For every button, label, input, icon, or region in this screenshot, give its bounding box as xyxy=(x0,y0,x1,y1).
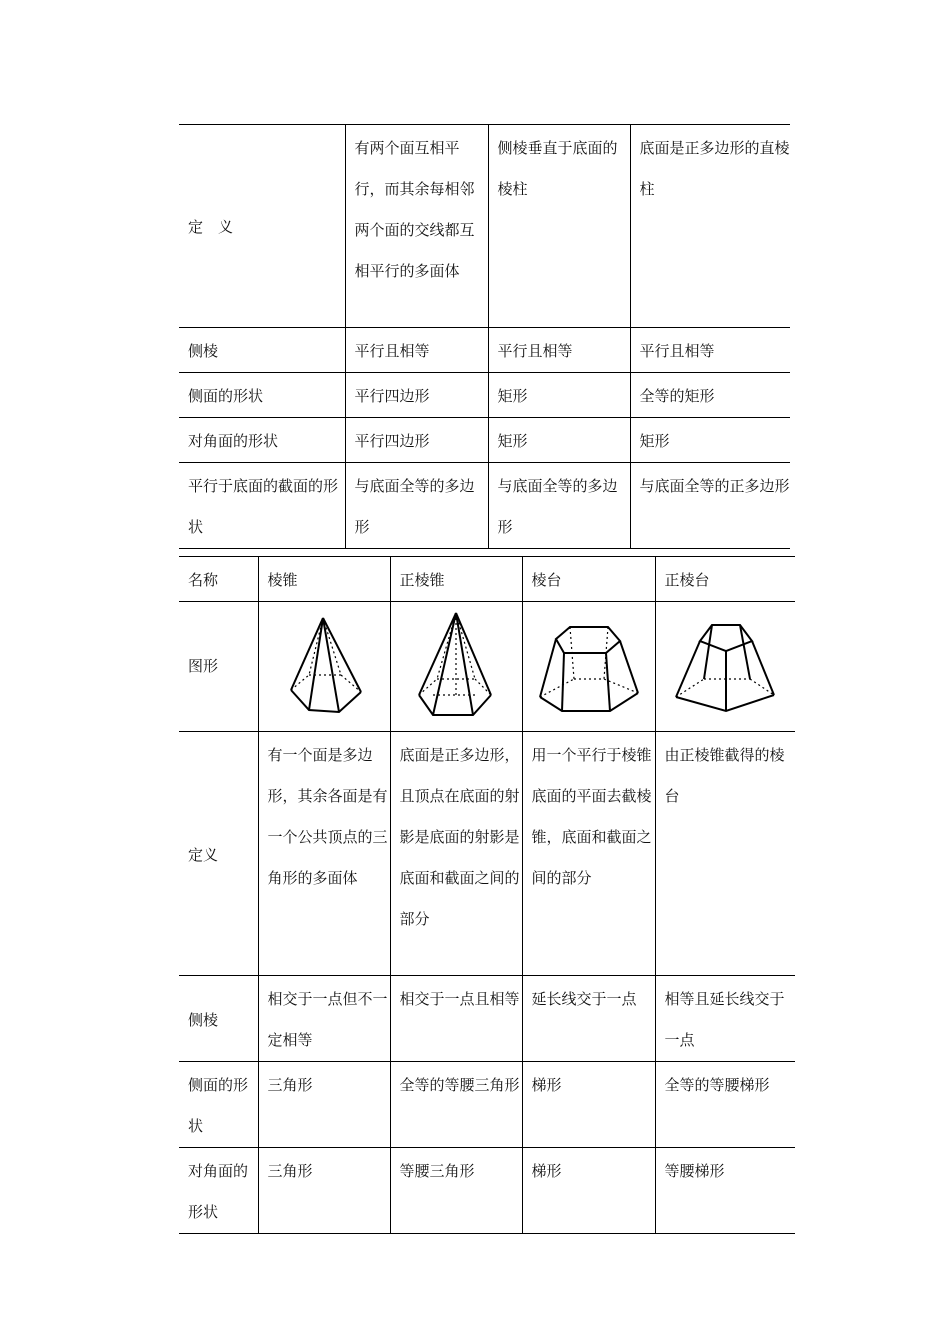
table-cell: 矩形 xyxy=(488,418,630,463)
row-label: 对角面的形状 xyxy=(179,1148,258,1234)
regular-pyramid-figure-cell xyxy=(390,602,522,732)
table-cell: 用一个平行于棱锥底面的平面去截棱锥，底面和截面之间的部分 xyxy=(522,732,655,976)
table-row xyxy=(179,373,790,418)
row-label: 侧面的形状 xyxy=(179,373,345,418)
table-cell: 平行四边形 xyxy=(345,373,488,418)
column-header: 棱锥 xyxy=(258,557,390,602)
table-row xyxy=(179,418,790,463)
table-cell: 等腰三角形 xyxy=(390,1148,522,1234)
table-cell: 延长线交于一点 xyxy=(522,976,655,1062)
table-row xyxy=(179,1062,795,1148)
row-label: 定 义 xyxy=(179,125,345,328)
table-cell: 矩形 xyxy=(630,418,790,463)
column-header: 正棱台 xyxy=(655,557,795,602)
table-row xyxy=(179,976,795,1062)
table-cell: 有两个面互相平行，而其余每相邻两个面的交线都互相平行的多面体 xyxy=(345,125,488,328)
row-label: 侧棱 xyxy=(179,976,258,1062)
table-cell: 底面是正多边形，且顶点在底面的射影是底面的射影是底面和截面之间的部分 xyxy=(390,732,522,976)
table-cell: 有一个面是多边形，其余各面是有一个公共顶点的三角形的多面体 xyxy=(258,732,390,976)
table-cell: 相等且延长线交于一点 xyxy=(655,976,795,1062)
table-cell: 等腰梯形 xyxy=(655,1148,795,1234)
table-cell: 矩形 xyxy=(488,373,630,418)
prism-table xyxy=(179,124,790,549)
table-row xyxy=(179,463,790,549)
table-cell: 相交于一点但不一定相等 xyxy=(258,976,390,1062)
table-row xyxy=(179,125,790,328)
frustum-figure-cell xyxy=(522,602,655,732)
table-cell: 平行且相等 xyxy=(630,328,790,373)
frustum-illustration xyxy=(534,617,644,717)
table-row xyxy=(179,1148,795,1234)
table-cell: 平行四边形 xyxy=(345,418,488,463)
table-header-row xyxy=(179,557,795,602)
pyramid-figure-cell xyxy=(258,602,390,732)
table-cell: 由正棱锥截得的棱台 xyxy=(655,732,795,976)
table-cell: 侧棱垂直于底面的棱柱 xyxy=(488,125,630,328)
regular-frustum-figure-cell xyxy=(655,602,795,732)
table-cell: 梯形 xyxy=(522,1148,655,1234)
figure-row xyxy=(179,602,795,732)
row-label: 名称 xyxy=(179,557,258,602)
table-cell: 三角形 xyxy=(258,1062,390,1148)
row-label: 侧棱 xyxy=(179,328,345,373)
table-cell: 全等的等腰梯形 xyxy=(655,1062,795,1148)
table-cell: 底面是正多边形的直棱柱 xyxy=(630,125,790,328)
column-header: 正棱锥 xyxy=(390,557,522,602)
table-cell: 相交于一点且相等 xyxy=(390,976,522,1062)
table-cell: 梯形 xyxy=(522,1062,655,1148)
table-cell: 三角形 xyxy=(258,1148,390,1234)
pyramid-illustration xyxy=(279,612,369,722)
table-cell: 全等的等腰三角形 xyxy=(390,1062,522,1148)
row-label: 平行于底面的截面的形状 xyxy=(179,463,345,549)
table-row xyxy=(179,328,790,373)
regular-frustum-illustration xyxy=(670,617,780,717)
table-row xyxy=(179,732,795,976)
row-label: 定义 xyxy=(179,732,258,976)
regular-pyramid-illustration xyxy=(411,609,501,725)
row-label: 侧面的形状 xyxy=(179,1062,258,1148)
column-header: 棱台 xyxy=(522,557,655,602)
table-cell: 全等的矩形 xyxy=(630,373,790,418)
row-label: 图形 xyxy=(179,602,258,732)
pyramid-table xyxy=(179,556,795,1234)
table-cell: 与底面全等的正多边形 xyxy=(630,463,790,549)
table-cell: 平行且相等 xyxy=(345,328,488,373)
table-cell: 平行且相等 xyxy=(488,328,630,373)
table-cell: 与底面全等的多边形 xyxy=(488,463,630,549)
row-label: 对角面的形状 xyxy=(179,418,345,463)
table-cell: 与底面全等的多边形 xyxy=(345,463,488,549)
